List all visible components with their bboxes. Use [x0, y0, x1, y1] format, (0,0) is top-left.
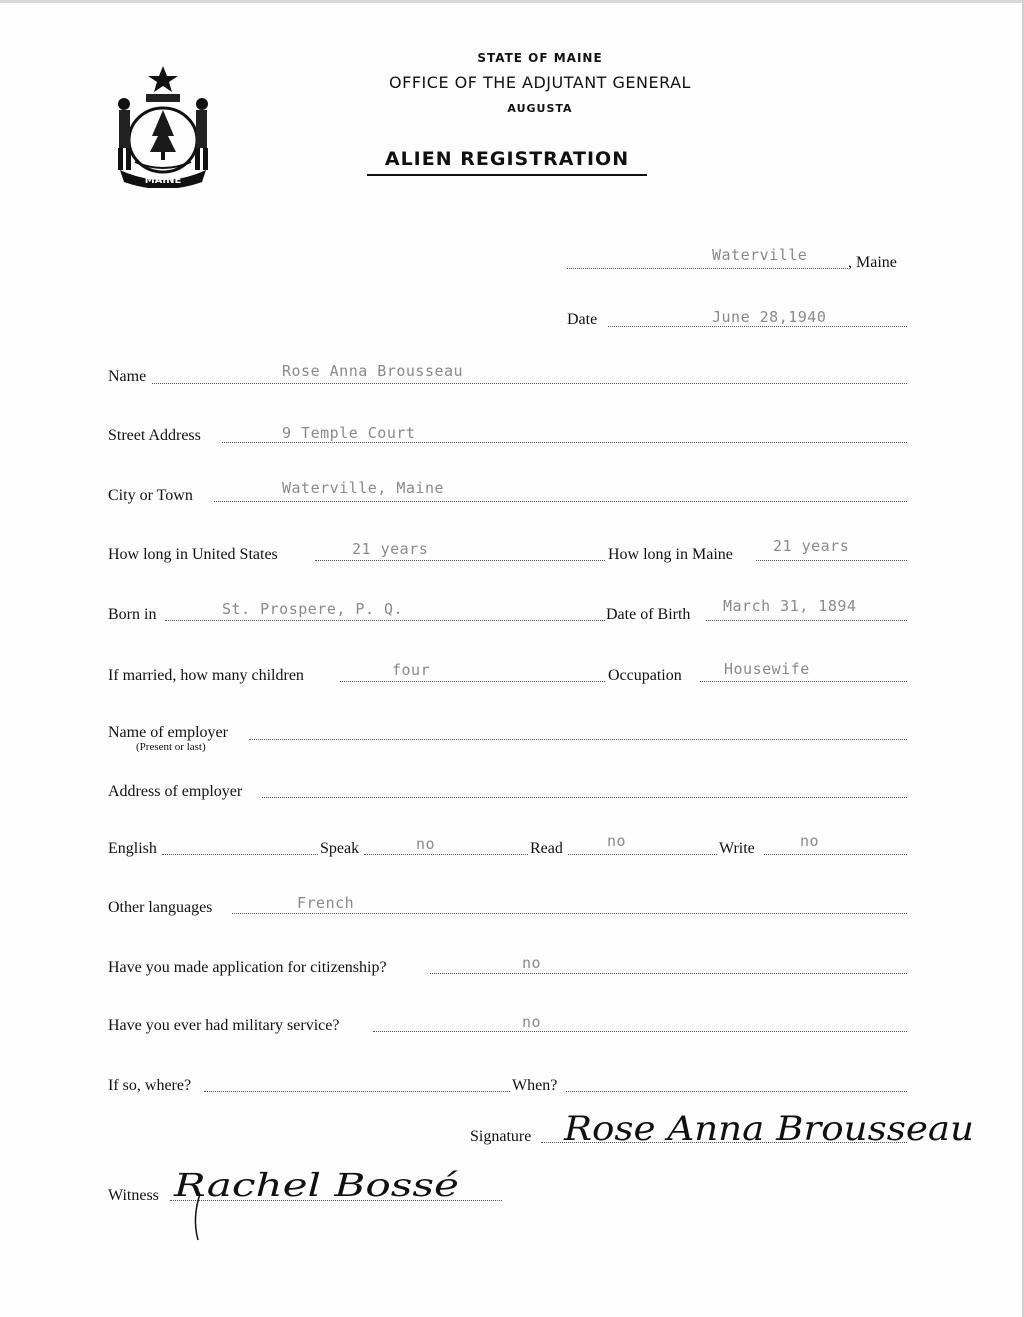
read-line	[568, 854, 717, 855]
where-line	[204, 1091, 510, 1092]
write-line	[764, 854, 907, 855]
employer-name-label: Name of employer	[108, 724, 228, 741]
occupation-label: Occupation	[608, 667, 682, 684]
location-value: Waterville	[712, 246, 808, 264]
other-languages-value: French	[297, 894, 355, 912]
office-heading: OFFICE OF THE ADJUTANT GENERAL	[389, 73, 691, 92]
applicant-signature	[560, 1100, 980, 1155]
other-languages-line	[232, 913, 907, 914]
read-value: no	[607, 832, 627, 850]
name-line	[152, 383, 907, 384]
scan-edge	[0, 0, 1024, 3]
location-line	[567, 268, 848, 269]
children-line	[340, 681, 605, 682]
witness-signature	[170, 1160, 470, 1245]
how-long-us-label: How long in United States	[108, 546, 278, 563]
witness-label: Witness	[108, 1187, 159, 1204]
form-title: ALIEN REGISTRATION	[367, 148, 647, 176]
witness-signature-text: Rachel Bossé	[172, 1166, 459, 1204]
military-label: Have you ever had military service?	[108, 1017, 340, 1034]
street-line	[222, 442, 907, 443]
street-value: 9 Temple Court	[282, 424, 416, 442]
city-town-label: City or Town	[108, 487, 193, 504]
military-line	[373, 1031, 907, 1032]
english-line	[162, 854, 318, 855]
how-long-maine-label: How long in Maine	[608, 546, 733, 563]
city-town-line	[214, 501, 907, 502]
other-languages-label: Other languages	[108, 899, 213, 916]
employer-name-sublabel: (Present or last)	[136, 741, 206, 753]
employer-address-line	[262, 797, 907, 798]
speak-label: Speak	[320, 840, 360, 857]
date-line	[608, 326, 907, 327]
where-label: If so, where?	[108, 1077, 192, 1094]
citizenship-line	[430, 973, 907, 974]
write-label: Write	[719, 840, 755, 857]
citizenship-label: Have you made application for citizenship?	[108, 959, 387, 976]
children-label: If married, how many children	[108, 667, 304, 684]
born-in-value: St. Prospere, P. Q.	[222, 600, 404, 618]
name-label: Name	[108, 368, 147, 385]
citizenship-value: no	[522, 954, 542, 972]
when-label: When?	[512, 1077, 558, 1094]
military-value: no	[522, 1013, 542, 1031]
city-heading: AUGUSTA	[507, 102, 573, 115]
maine-state-seal-icon	[110, 62, 216, 188]
date-of-birth-label: Date of Birth	[606, 606, 691, 623]
how-long-us-value: 21 years	[352, 540, 429, 558]
born-in-line	[165, 620, 605, 621]
date-of-birth-value: March 31, 1894	[723, 597, 857, 615]
when-line	[566, 1091, 907, 1092]
name-value: Rose Anna Brousseau	[282, 362, 464, 380]
how-long-maine-value: 21 years	[773, 537, 850, 555]
employer-address-label: Address of employer	[108, 783, 243, 800]
date-label: Date	[567, 311, 598, 328]
city-town-value: Waterville, Maine	[282, 479, 445, 497]
occupation-value: Housewife	[724, 660, 810, 678]
how-long-us-line	[315, 560, 605, 561]
applicant-signature-text: Rose Anna Brousseau	[562, 1109, 974, 1149]
street-label: Street Address	[108, 427, 201, 444]
read-label: Read	[530, 840, 563, 857]
signature-label: Signature	[470, 1128, 532, 1145]
children-value: four	[392, 661, 431, 679]
date-of-birth-line	[706, 620, 907, 621]
english-label: English	[108, 840, 157, 857]
how-long-maine-line	[756, 560, 907, 561]
born-in-label: Born in	[108, 606, 157, 623]
employer-name-line	[249, 739, 907, 740]
write-value: no	[800, 832, 820, 850]
speak-value: no	[416, 835, 436, 853]
occupation-line	[700, 681, 907, 682]
speak-line	[364, 854, 528, 855]
location-suffix: , Maine	[848, 254, 897, 271]
state-heading: STATE OF MAINE	[477, 51, 603, 65]
seal-banner-text: MAINE	[144, 175, 182, 186]
date-value: June 28,1940	[712, 308, 827, 326]
